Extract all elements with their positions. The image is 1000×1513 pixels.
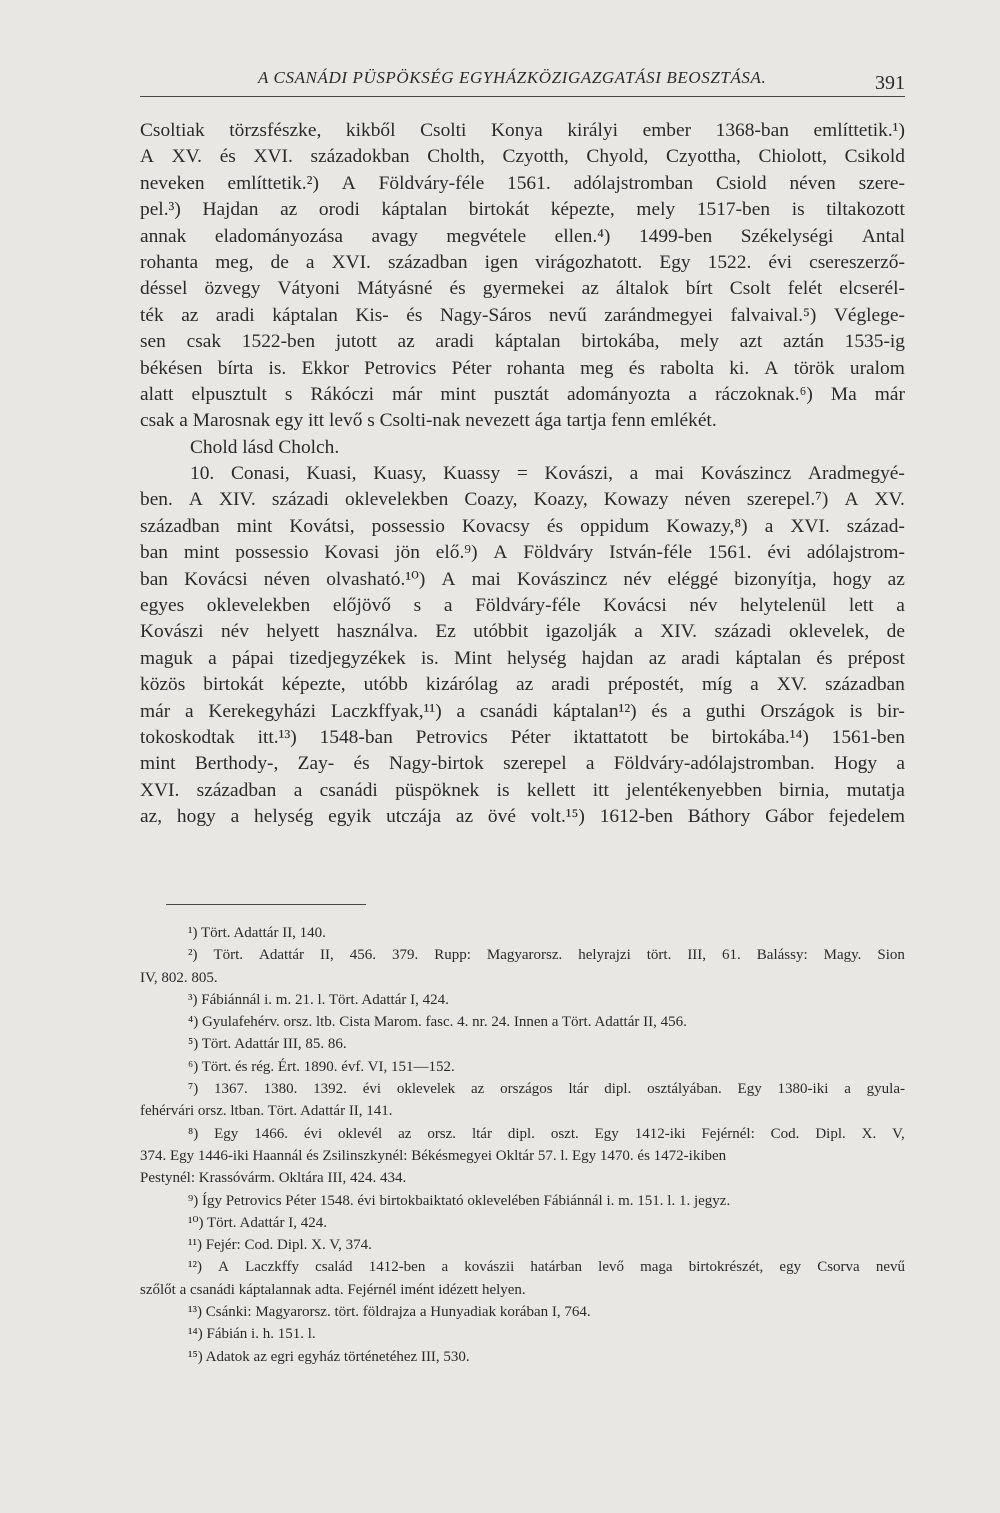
page-number: 391 [875, 72, 905, 94]
body-line: mint Berthody-, Zay- és Nagy-birtok szerepel a Földváry-adólajstromban. Hogy a [140, 753, 905, 775]
body-line: 10. Conasi, Kuasi, Kuasy, Kuassy = Kovászi, a mai Kovászincz Aradmegyé- [190, 463, 905, 485]
body-line: sen csak 1522-ben jutott az aradi káptalan birtokába, mely azt aztán 1535-ig [140, 331, 905, 353]
body-line: közös birtokát képezte, utóbb kizárólag az aradi prépostét, míg a XV. században [140, 674, 905, 696]
body-line: békésen bírta is. Ekkor Petrovics Péter rohanta meg és rabolta ki. A török uralom [140, 357, 905, 379]
body-text [140, 118, 905, 831]
footnote-line: ¹³) Csánki: Magyarorsz. tört. földrajza a Hunyadiak korában I, 764. [188, 1304, 591, 1321]
footnote-line: ¹⁵) Adatok az egri egyház történetéhez III, 530. [188, 1348, 470, 1365]
body-line: az, hogy a helység egyik utczája az övé volt.¹⁵) 1612-ben Báthory Gábor fejedelem [140, 806, 905, 828]
footnote-rule [166, 904, 366, 905]
body-line: déssel özvegy Vátyoni Mátyásné és gyermekei az általok bírt Csolt felét elcserél- [140, 278, 905, 300]
body-line: Kovászi név helyett használva. Ez utóbbit igazolják a XIV. századi oklevelek, de [140, 621, 905, 643]
body-line: pel.³) Hajdan az orodi káptalan birtokát képezte, mely 1517-ben is tiltakozott [140, 199, 905, 221]
body-line: ban Kovácsi néven olvasható.¹⁰) A mai Kovászincz név eléggé bizonyítja, hogy az [140, 568, 905, 590]
body-line: Csoltiak törzsfészke, kikből Csolti Konya királyi ember 1368-ban említtetik.¹) [140, 120, 905, 141]
footnote-line: szőlőt a csanádi káptalannak adta. Fejérnél imént idézett helyen. [140, 1281, 526, 1298]
body-line: ben. A XIV. századi oklevelekben Coazy, Koazy, Kowazy néven szerepel.⁷) A XV. [140, 489, 905, 511]
body-line: ték az aradi káptalan Kis- és Nagy-Sáros nevű zarándmegyei falvaival.⁵) Véglege- [140, 304, 905, 326]
running-title: A CSANÁDI PÜSPÖKSÉG EGYHÁZKÖZIGAZGATÁSI BEOSZTÁSA. [258, 68, 767, 87]
body-line: annak eladományozása avagy megvétele ellen.⁴) 1499-ben Székelységi Antal [140, 225, 905, 247]
footnote-line: ¹⁴) Fábián i. h. 151. l. [188, 1326, 316, 1343]
footnote-line: ³) Fábiánnál i. m. 21. l. Tört. Adattár I, 424. [188, 991, 449, 1008]
body-line: rohanta meg, de a XVI. században igen virágozhatott. Egy 1522. évi csereszerző- [140, 251, 905, 273]
body-line: A XV. és XVI. századokban Cholth, Czyotth, Chyold, Czyottha, Chiolott, Csikold [140, 146, 905, 168]
footnote-line: ¹⁰) Tört. Adattár I, 424. [188, 1214, 327, 1231]
body-line: tokoskodtak itt.¹³) 1548-ban Petrovics Péter iktattatott be birtokába.¹⁴) 1561-ben [140, 726, 905, 748]
footnote-line: ⁹) Így Petrovics Péter 1548. évi birtokbaiktató oklevelében Fábiánnál i. m. 151. l. 1. jegyz. [188, 1192, 731, 1209]
body-line: már a Kerekegyházi Laczkffyak,¹¹) a csanádi káptalan¹²) és a guthi Országok is bir- [140, 700, 905, 722]
footnote-line: 374. Egy 1446-iki Haannál és Zsilinszkynél: Békésmegyei Okltár 57. l. Egy 1470. és 1472-ikiben [140, 1147, 727, 1164]
footnote-line: ⁶) Tört. és rég. Ért. 1890. évf. VI, 151—152. [188, 1058, 455, 1075]
footnote-line: IV, 802. 805. [140, 969, 218, 986]
body-line: Chold lásd Cholch. [190, 436, 340, 458]
footnote-line: ⁷) 1367. 1380. 1392. évi oklevelek az országos ltár dipl. osztályában. Egy 1380-iki a gyula- [188, 1081, 905, 1098]
body-line: XVI. században a csanádi püspöknek is kellett itt jelentékenyebben birnia, mutatja [140, 779, 905, 801]
footnote-line: ¹) Tört. Adattár II, 140. [188, 925, 326, 941]
footnote-line: ¹¹) Fejér: Cod. Dipl. X. V, 374. [188, 1237, 372, 1254]
footnotes [140, 922, 905, 1368]
body-line: században mint Kovátsi, possessio Kovacsy és oppidum Kowazy,⁸) a XVI. század- [140, 515, 905, 537]
body-line: csak a Marosnak egy itt levő s Csolti-nak nevezett ága tartja fenn emlékét. [140, 410, 717, 432]
body-line: ban mint possessio Kovasi jön elő.⁹) A Földváry István-féle 1561. évi adólajstrom- [140, 542, 905, 564]
body-line: maguk a pápai tizedjegyzékek is. Mint helység hajdan az aradi káptalan és prépost [140, 647, 905, 669]
body-line: egyes oklevelekben előjövő s a Földváry-féle Kovácsi név helytelenül lett a [140, 595, 905, 617]
footnote-line: ²) Tört. Adattár II, 456. 379. Rupp: Magyarorsz. helyrajzi tört. III, 61. Balássy: Magy. Sion [188, 947, 905, 964]
footnote-line: ⁸) Egy 1466. évi oklevél az orsz. ltár dipl. oszt. Egy 1412-iki Fejérnél: Cod. Dipl. X. V, [188, 1125, 905, 1142]
body-line: alatt elpusztult s Rákóczi már mint pusztát adományozta a ráczoknak.⁶) Ma már [140, 383, 905, 405]
body-line: neveken említtetik.²) A Földváry-féle 1561. adólajstromban Csiold néven szere- [140, 172, 905, 194]
footnote-line: fehérvári orsz. ltban. Tört. Adattár II, 141. [140, 1103, 393, 1120]
footnote-line: ¹²) A Laczkffy család 1412-ben a kovászii határban levő maga birtokrészét, egy Csorva nevű [188, 1259, 905, 1276]
footnote-line: ⁵) Tört. Adattár III, 85. 86. [188, 1036, 347, 1053]
footnote-line: ⁴) Gyulafehérv. orsz. ltb. Cista Marom. fasc. 4. nr. 24. Innen a Tört. Adattár II, 456. [188, 1014, 687, 1031]
page-header [140, 62, 905, 97]
footnote-line: Pestynél: Krassóvárm. Okltára III, 424. 434. [140, 1170, 407, 1187]
